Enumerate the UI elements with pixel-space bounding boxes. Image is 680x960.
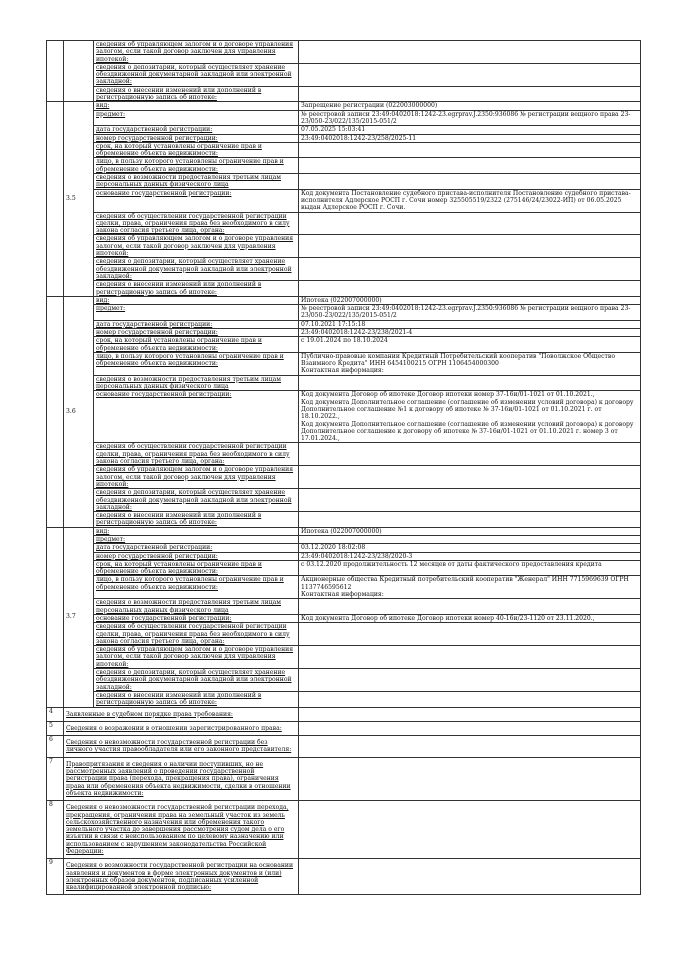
field-value [299, 258, 641, 281]
section-number: 3.7 [64, 527, 94, 707]
table-row [47, 614, 641, 622]
num-cell [47, 296, 64, 527]
table-row [47, 328, 641, 336]
field-value [299, 134, 641, 142]
num-cell [47, 527, 64, 707]
table-row [47, 258, 641, 281]
table-row [47, 174, 641, 190]
table-row [47, 352, 641, 375]
field-label: срок, на который установлены ограничение прав и обременение объекта недвижимости: [94, 142, 299, 158]
field-label: предмет: [94, 110, 299, 126]
field-value [299, 86, 641, 102]
field-label: срок, на который установлены ограничение прав и обременение объекта недвижимости: [94, 337, 299, 353]
field-label: номер государственной регистрации: [94, 552, 299, 560]
field-value [299, 305, 641, 321]
field-value [299, 391, 641, 443]
field-value-line: Акционерные общества Кредитный потребительский кооператив "Женерал" ИНН 7715969639 ОГРН 1137746595612 [301, 576, 629, 591]
table-row [47, 102, 641, 110]
item-label: Правопритязания и сведения о наличии поступивших, но не рассмотренных заявлений о проведении государственной регистрации права (перехода, прекращения права), ограничения права или обременения объекта недвижимости, сделки в отношении объекта недвижимости: [64, 757, 299, 800]
field-value-line: с 19.01.2024 по 18.10.2024 [301, 337, 388, 345]
item-value [299, 859, 641, 895]
table-row [47, 126, 641, 134]
field-value [299, 337, 641, 353]
table-row [47, 86, 641, 102]
table-row [47, 375, 641, 391]
table-row [47, 560, 641, 576]
field-value [299, 489, 641, 512]
table-row [47, 63, 641, 86]
field-value-line: Код документа Договор об ипотеке Договор ипотеки номер 37-16и/01-1021 от 01.10.2021., [301, 391, 595, 399]
table-row [47, 757, 641, 800]
table-row [47, 443, 641, 466]
field-value [299, 328, 641, 336]
item-label: Сведения о невозможности государственной регистрации перехода, прекращения, ограничения права на земельный участок из земель сельскохозяйственного назначения или обременения такого земельного участка до завершения рассмотрения судом дела о его изъятии в связи с неиспользованием по целевому назначению или использованием с нарушением законодательства Российской Федерации: [64, 801, 299, 859]
table-row [47, 527, 641, 535]
table-row [47, 134, 641, 142]
field-label: сведения о внесении изменений или дополнений в регистрационную запись об ипотеке: [94, 691, 299, 707]
field-value [299, 560, 641, 576]
field-value-line: 23:49:0402018:1242-23/238/2020-3 [301, 552, 413, 560]
table-row [47, 142, 641, 158]
field-label: номер государственной регистрации: [94, 328, 299, 336]
table-row [47, 337, 641, 353]
subnum-cell [64, 41, 94, 102]
field-label: сведения о возможности предоставления третьим лицам персональных данных физического лица [94, 174, 299, 190]
field-value [299, 158, 641, 174]
table-row [47, 158, 641, 174]
table-row [47, 281, 641, 297]
field-value-line: 07.10.2021 17:15:18 [301, 320, 366, 328]
field-value [299, 189, 641, 212]
field-label: вид: [94, 102, 299, 110]
num-cell [47, 102, 64, 296]
field-value-line: Код документа Договор об ипотеке Договор ипотеки номер 40-16и/23-1120 от 23.11.2020., [301, 614, 595, 622]
field-value [299, 126, 641, 134]
field-label: сведения о возможности предоставления третьим лицам персональных данных физического лица [94, 599, 299, 615]
item-number: 8 [47, 801, 64, 859]
field-label: основание государственной регистрации: [94, 391, 299, 443]
table-row [47, 391, 641, 443]
table-row [47, 512, 641, 528]
field-value [299, 527, 641, 535]
item-number: 6 [47, 736, 64, 758]
field-label: предмет: [94, 536, 299, 544]
field-value [299, 623, 641, 646]
item-value [299, 721, 641, 735]
item-value [299, 736, 641, 758]
item-value [299, 801, 641, 859]
field-value-line: Контактная информация: [301, 367, 384, 375]
table-row [47, 576, 641, 599]
field-value [299, 646, 641, 669]
field-value-line: 23:49:0402018:1242-23/258/2025-11 [301, 134, 417, 142]
field-value-line: Код документа Дополнительное соглашение (соглашение об изменении условий договора) к договору Дополнительное соглашение №1 к договору об ипотеке № 37-16и/01-1021 от 01.10.2021 г. от 18.10.2022., [301, 398, 634, 421]
table-row [47, 736, 641, 758]
item-label: Заявленные в судебном порядке права требования: [64, 707, 299, 721]
field-label: сведения об осуществлении государственной регистрации сделки, права, ограничения права без необходимого в силу закона согласия третьего лица, органа: [94, 212, 299, 235]
field-value [299, 352, 641, 375]
field-label: лицо, в пользу которого установлены ограничение прав и обременение объекта недвижимости: [94, 576, 299, 599]
field-value [299, 512, 641, 528]
field-value [299, 235, 641, 258]
field-label: сведения о депозитарии, который осуществляет хранение обездвиженной документарной закладной или электронной закладной: [94, 63, 299, 86]
field-value [299, 443, 641, 466]
item-value [299, 707, 641, 721]
field-label: предмет: [94, 305, 299, 321]
table-row [47, 646, 641, 669]
field-label: сведения о внесении изменений или дополнений в регистрационную запись об ипотеке: [94, 86, 299, 102]
field-label: дата государственной регистрации: [94, 126, 299, 134]
field-value [299, 375, 641, 391]
field-label: вид: [94, 296, 299, 304]
table-row [47, 599, 641, 615]
section-number: 3.6 [64, 296, 94, 527]
field-label: сведения об управляющем залогом и о договоре управления залогом, если такой договор заключен для управления ипотекой: [94, 466, 299, 489]
item-number: 5 [47, 721, 64, 735]
field-label: дата государственной регистрации: [94, 320, 299, 328]
field-label: сведения о депозитарии, который осуществляет хранение обездвиженной документарной закладной или электронной закладной: [94, 669, 299, 692]
table-row [47, 623, 641, 646]
field-value [299, 576, 641, 599]
field-value-line: с 03.12.2020 продолжительность 12 месяцев от даты фактического предоставления кредита [301, 560, 602, 568]
table-row [47, 320, 641, 328]
field-value [299, 466, 641, 489]
field-value-line: Запрещение регистрации (022003000000) [301, 102, 438, 110]
item-number: 7 [47, 757, 64, 800]
field-label: сведения об управляющем залогом и о договоре управления залогом, если такой договор заключен для управления ипотекой: [94, 41, 299, 64]
field-label: дата государственной регистрации: [94, 544, 299, 552]
table-row [47, 801, 641, 859]
field-value-line: № реестровой записи 23:49:0402018:1242-23.egrprav.J.2350:936086 № регистрации вещного права 23-23/050-23/022/135/2015-051/2 [301, 110, 631, 125]
field-label: лицо, в пользу которого установлены ограничение прав и обременение объекта недвижимости: [94, 158, 299, 174]
table-row [47, 707, 641, 721]
field-value-line: 03.12.2020 18:02:08 [301, 544, 366, 552]
field-value [299, 552, 641, 560]
field-label: сведения о внесении изменений или дополнений в регистрационную запись об ипотеке: [94, 512, 299, 528]
field-label: сведения о возможности предоставления третьим лицам персональных данных физического лица [94, 375, 299, 391]
item-value [299, 757, 641, 800]
encumbrances-table [46, 40, 641, 895]
item-label: Сведения о возможности государственной регистрации на основании заявления и документов в форме электронных документов и (или) электронных образов документов, подписанных усиленной квалифицированной электронной подписью: [64, 859, 299, 895]
item-label: Сведения о возражении в отношении зарегистрированного права: [64, 721, 299, 735]
field-value [299, 63, 641, 86]
field-label: сведения о депозитарии, который осуществляет хранение обездвиженной документарной закладной или электронной закладной: [94, 258, 299, 281]
field-value [299, 599, 641, 615]
table-row [47, 669, 641, 692]
table-row [47, 466, 641, 489]
field-label: основание государственной регистрации: [94, 614, 299, 622]
field-label: лицо, в пользу которого установлены ограничение прав и обременение объекта недвижимости: [94, 352, 299, 375]
table-row [47, 189, 641, 212]
field-value [299, 536, 641, 544]
table-row [47, 859, 641, 895]
field-value-line: Контактная информация: [301, 591, 384, 599]
field-value [299, 102, 641, 110]
field-value [299, 614, 641, 622]
section-number: 3.5 [64, 102, 94, 296]
field-value [299, 281, 641, 297]
item-number: 9 [47, 859, 64, 895]
table-row [47, 296, 641, 304]
field-value [299, 669, 641, 692]
field-value [299, 296, 641, 304]
field-value [299, 544, 641, 552]
table-row [47, 544, 641, 552]
table-row [47, 41, 641, 64]
table-row [47, 489, 641, 512]
num-cell [47, 41, 64, 102]
field-label: вид: [94, 527, 299, 535]
field-label: срок, на который установлены ограничение прав и обременение объекта недвижимости: [94, 560, 299, 576]
field-label: сведения об осуществлении государственной регистрации сделки, права, ограничения права без необходимого в силу закона согласия третьего лица, органа: [94, 443, 299, 466]
field-value-line: 07.05.2025 15:03:41 [301, 126, 366, 134]
field-value-line: 23:49:0402018:1242-23/238/2021-4 [301, 328, 413, 336]
table-row [47, 552, 641, 560]
table-row [47, 536, 641, 544]
table-row [47, 691, 641, 707]
field-label: сведения о депозитарии, который осуществляет хранение обездвиженной документарной закладной или электронной закладной: [94, 489, 299, 512]
field-value-line: Код документа Постановление судебного пристава-исполнителя Постановление судебного пристава-исполнителя Адлерское РОСП г. Сочи номер 325505519/2322 (275146/24/23022-ИП) от 06.05.2025 выдан Адлерское РОСП г. Сочи. [301, 189, 631, 212]
item-number: 4 [47, 707, 64, 721]
field-value-line: Ипотека (022007000000) [301, 527, 382, 535]
field-value [299, 110, 641, 126]
field-value [299, 691, 641, 707]
table-row [47, 721, 641, 735]
document-page [46, 40, 641, 895]
field-label: основание государственной регистрации: [94, 189, 299, 212]
field-value [299, 320, 641, 328]
field-label: сведения об осуществлении государственной регистрации сделки, права, ограничения права без необходимого в силу закона согласия третьего лица, органа: [94, 623, 299, 646]
field-label: сведения о внесении изменений или дополнений в регистрационную запись об ипотеке: [94, 281, 299, 297]
table-row [47, 305, 641, 321]
field-value-line: № реестровой записи 23:49:0402018:1242-23.egrprav.J.2350:936086 № регистрации вещного права 23-23/050-23/022/135/2015-051/2 [301, 305, 631, 320]
field-value-line: Ипотека (022007000000) [301, 296, 382, 304]
field-label: сведения об управляющем залогом и о договоре управления залогом, если такой договор заключен для управления ипотекой: [94, 646, 299, 669]
item-label: Сведения о невозможности государственной регистрации без личного участия правообладателя или его законного представителя: [64, 736, 299, 758]
field-value-line: Публично-правовые компании Кредитный Потребительский кооператив "Поволжское Общество Взаимного Кредита" ИНН 6454100215 ОГРН 1106454000300 [301, 352, 615, 368]
table-row [47, 110, 641, 126]
field-value-line: Код документа Дополнительное соглашение (соглашение об изменении условий договора) к договору Дополнительное соглашение к договору об ипотеке № 37-16и/01-1021 от 01.10.2021 г. номер 3 от 17.01.2024., [301, 420, 634, 443]
field-value [299, 41, 641, 64]
field-value [299, 142, 641, 158]
table-row [47, 235, 641, 258]
table-row [47, 212, 641, 235]
field-label: сведения об управляющем залогом и о договоре управления залогом, если такой договор заключен для управления ипотекой: [94, 235, 299, 258]
field-value [299, 174, 641, 190]
field-label: номер государственной регистрации: [94, 134, 299, 142]
field-value [299, 212, 641, 235]
